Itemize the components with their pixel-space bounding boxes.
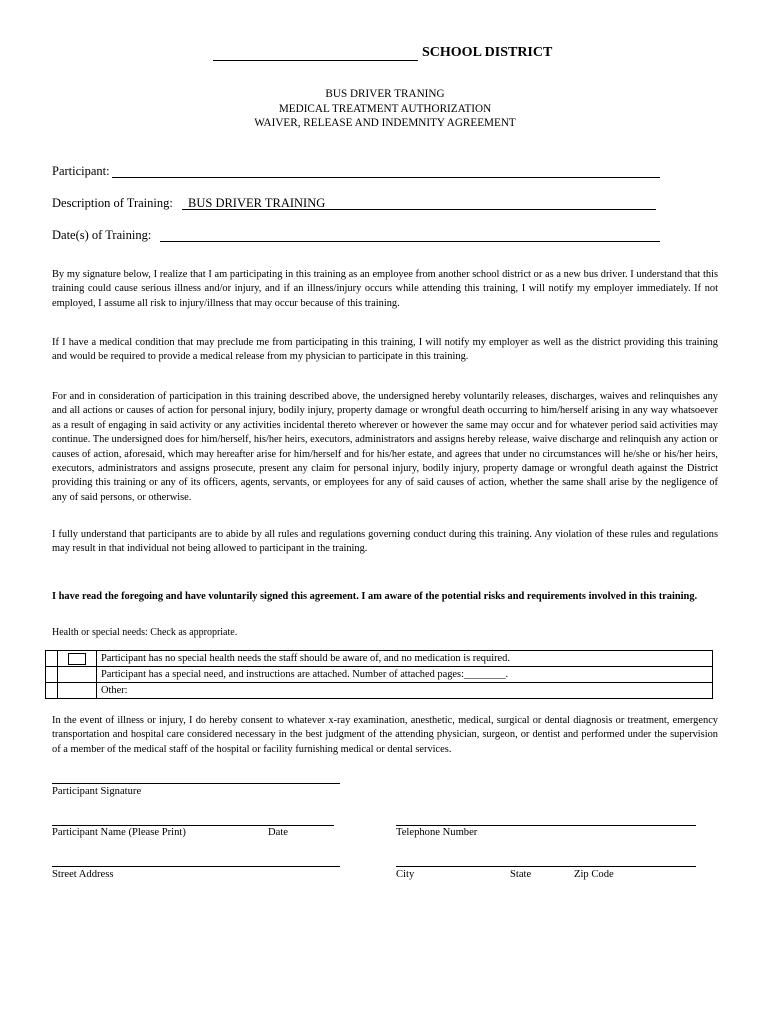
participant-field[interactable]	[112, 177, 660, 178]
street-address-label: Street Address	[52, 869, 114, 880]
district-name-line[interactable]	[213, 60, 418, 61]
paragraph-medical-condition: If I have a medical condition that may preclude me from participating in this training, I will notify my employer as well as the district providing this training and would be required to provide a medical release from my physician to participate in this training.	[52, 337, 718, 363]
subtitle-3: WAIVER, RELEASE AND INDEMNITY AGREEMENT	[254, 117, 516, 129]
other-checkbox[interactable]	[58, 683, 97, 699]
health-needs-table	[45, 650, 713, 699]
health-option-row	[46, 683, 713, 699]
dates-label: Date(s) of Training:	[52, 228, 152, 242]
health-option-label: Participant has a special need, and instructions are attached. Number of attached pages:________.	[97, 667, 713, 683]
street-address-line[interactable]	[52, 866, 340, 867]
acknowledgement-statement: I have read the foregoing and have voluntarily signed this agreement. I am aware of the potential risks and requirements involved in this training.	[52, 591, 698, 602]
paragraph-rules: I fully understand that participants are to abide by all rules and regulations governing conduct during this training. Any violation of these rules and regulations may result in that individual not being allowed to participant in the training.	[52, 529, 718, 555]
page-title: SCHOOL DISTRICT	[422, 45, 553, 60]
description-value: BUS DRIVER TRAINING	[188, 196, 326, 210]
checkbox-cell[interactable]	[58, 651, 97, 667]
telephone-line[interactable]	[396, 825, 696, 826]
participant-signature-line[interactable]	[52, 783, 340, 784]
date-label: Date	[268, 827, 288, 838]
participant-name-label: Participant Name (Please Print)	[52, 827, 186, 838]
paragraph-acknowledgement: By my signature below, I realize that I am participating in this training as an employee from another school district or as a new bus driver. I understand that this training could cause serious illness and/or injury, and if an illness/injury occurs while attending this training, I will notify my employer immediately. If not employed, I assume all risk to injury/illness that may occur because of this training.	[52, 269, 718, 309]
health-option-label: Other:	[97, 683, 713, 699]
paragraph-consent: In the event of illness or injury, I do hereby consent to whatever x-ray examination, anesthetic, medical, surgical or dental diagnosis or treatment, emergency transportation and hospital care considered necessary in the best judgment of the attending physician, surgeon, or dentist and performed under the supervision of a member of the medical staff of the hospital or facility furnishing medical or dental services.	[52, 715, 718, 755]
health-needs-label: Health or special needs: Check as appropriate.	[52, 627, 238, 638]
participant-label: Participant:	[52, 164, 110, 178]
subtitle-2: MEDICAL TREATMENT AUTHORIZATION	[278, 103, 492, 115]
telephone-label: Telephone Number	[396, 827, 478, 838]
city-state-zip-line[interactable]	[396, 866, 696, 867]
state-label: State	[510, 869, 532, 880]
paragraph-release: For and in consideration of participation in this training described above, the undersigned hereby voluntarily releases, discharges, waives and relinquishes any and all actions or causes of action for personal injury, bodily injury, property damage or wrongful death occurring to him/herself arising in any way whatsoever as a result of engaging in said activity or any activities incidental thereto wherever or however the same may occur and for whatever period said activities may continue. The undersigned does for him/herself, his/her heirs, executors, administrators and assigns hereby release, waive discharge and relinquish any action or causes of action, aforesaid, which may hereafter arise for him/herself and for his/her estate, and agrees that under no circumstances will he/she or his/her heirs, executors, administrators and assigns prosecute, present any claim for personal injury, bodily injury, property damage or wrongful death against the District providing this training or any of its officers, agents, servants, or employees for any of said causes of action, whether the same shall arise by the negligence of any of said persons, or otherwise.	[52, 391, 718, 503]
participant-name-line[interactable]	[52, 825, 334, 826]
description-label: Description of Training:	[52, 196, 173, 210]
health-option-row	[46, 667, 713, 683]
no-special-needs-checkbox[interactable]	[68, 653, 86, 665]
dates-field[interactable]	[160, 241, 660, 242]
health-option-row	[46, 651, 713, 667]
city-label: City	[396, 869, 415, 880]
participant-signature-label: Participant Signature	[52, 786, 142, 797]
health-option-label: Participant has no special health needs the staff should be aware of, and no medication is required.	[97, 651, 713, 667]
zip-label: Zip Code	[574, 869, 614, 880]
special-need-checkbox[interactable]	[58, 667, 97, 683]
subtitle-1: BUS DRIVER TRANING	[325, 88, 445, 100]
